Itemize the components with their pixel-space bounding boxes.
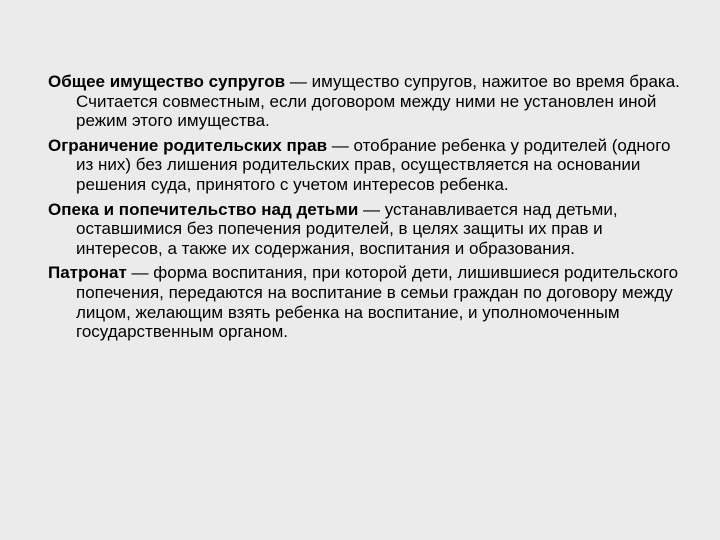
definition-patronage <box>48 263 688 341</box>
term-label: Патронат <box>48 263 127 283</box>
definition-text: — устанавливается над детьми, оставшимися без попечения родителей, в целях защиты их прав и интересов, а также их содержания, воспитания и образования. <box>76 199 618 258</box>
definition-guardianship <box>48 200 688 259</box>
definition-text: — форма воспитания, при которой дети, лишившиеся родительского попечения, передаются на воспитание в семьи граждан по договору между лицом, желающим взять ребенка на воспитание, и уполномоченным государственным органом. <box>76 263 679 342</box>
definitions-list <box>48 72 688 347</box>
term-label: Опека и попечительство над детьми <box>48 199 359 219</box>
definition-text: — отобрание ребенка у родителей (одного из них) без лишения родительских прав, осуществляется на основании решения суда, принятого с учетом интересов ребенка. <box>76 135 671 194</box>
definition-common-property <box>48 72 688 131</box>
definition-parental-rights-restriction <box>48 136 688 195</box>
term-label: Общее имущество супругов <box>48 72 286 91</box>
term-label: Ограничение родительских прав <box>48 135 328 155</box>
definition-text: — имущество супругов, нажитое во время брака. Считается совместным, если договором между ними не установлен иной режим этого имущества. <box>76 72 680 131</box>
